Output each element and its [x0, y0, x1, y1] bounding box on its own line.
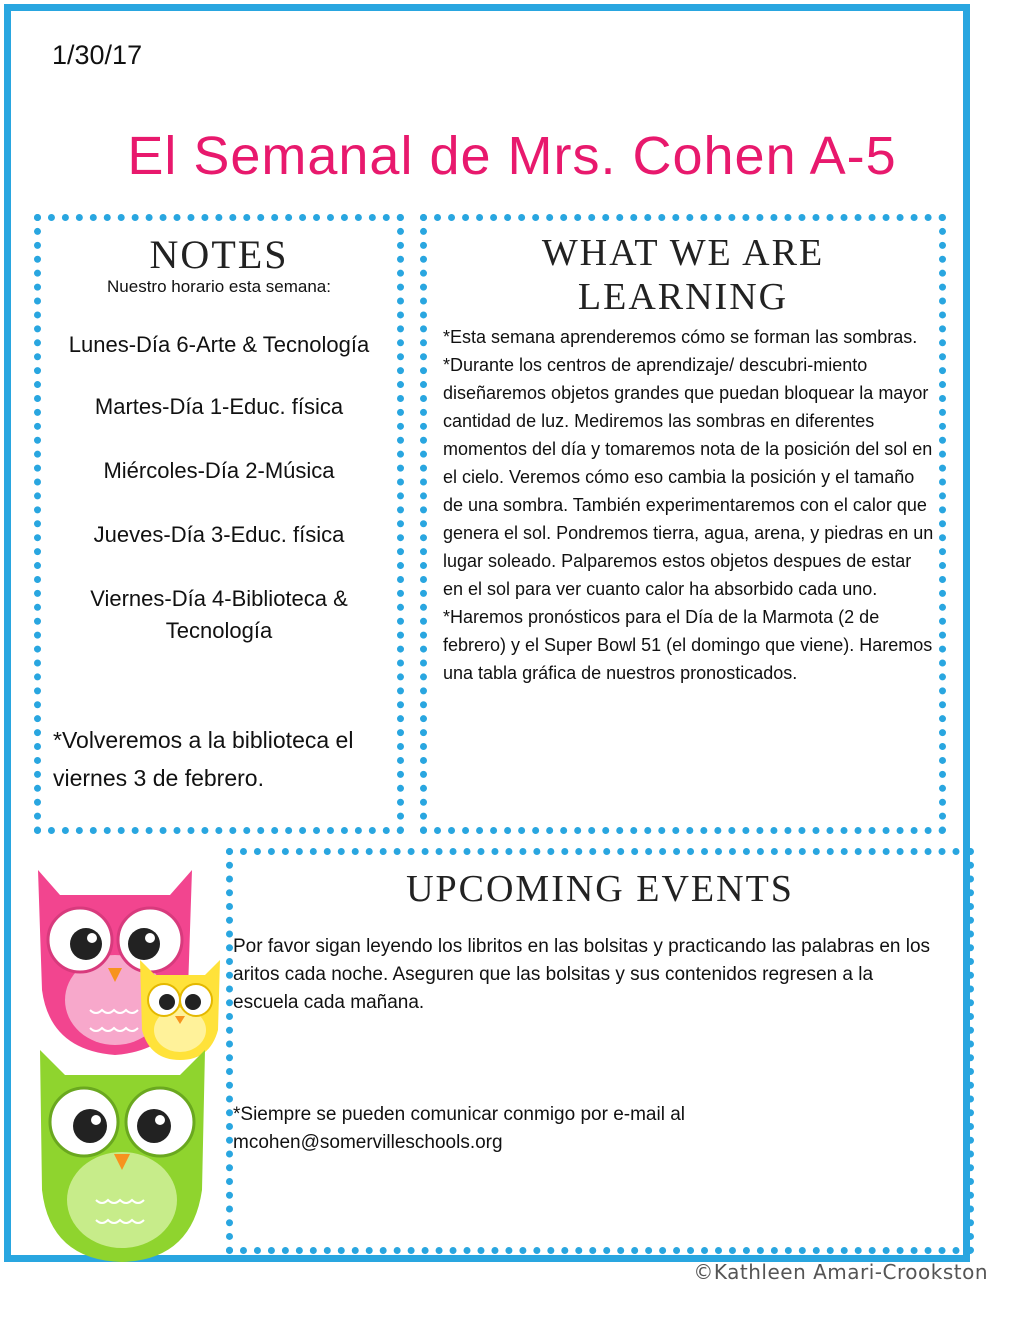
library-note: *Volveremos a la biblioteca el viernes 3 de febrero. [53, 727, 354, 791]
date-label: 1/30/17 [52, 40, 143, 70]
events-heading: UPCOMING EVENTS [406, 868, 794, 910]
notes-heading: NOTES [149, 232, 289, 277]
schedule-item: Jueves-Día 3-Educ. física [93, 522, 345, 547]
owls-illustration [20, 850, 250, 1270]
schedule-list [49, 329, 389, 677]
learning-paragraph: *Durante los centros de aprendizaje/ descubri-miento diseñaremos objetos grandes que puedan bloquear la mayor cantidad de luz. Mediremos las sombras en diferentes momentos del día y tomaremos nota de la posición del sol en el cielo. Veremos cómo eso cambia la posición y el tamaño de una sombra. También experimentaremos con el calor que genera el sol. Pondremos tierra, agua, arena, y piedras en un lugar soleado. Palparemos estos objetos despues de estar en el sol para ver cuanto calor ha absorbido cada uno. [443, 355, 934, 599]
owl-green-icon [40, 1050, 205, 1262]
page-title: El Semanal de Mrs. Cohen A-5 [127, 126, 897, 186]
events-section [226, 848, 974, 1254]
events-item: Por favor sigan leyendo los libritos en las bolsitas y practicando las palabras en los aritos cada noche. Aseguren que las bolsitas y sus contenidos regresen a la escuela cada mañana. [233, 936, 931, 1013]
schedule-item: Lunes-Día 6-Arte & Tecnología [68, 332, 370, 357]
learning-section [420, 214, 946, 834]
learning-heading [427, 231, 939, 319]
learning-paragraph: *Haremos pronósticos para el Día de la Marmota (2 de febrero) y el Super Bowl 51 (el domingo que viene). Haremos una tabla gráfica de nuestros pronosticados. [443, 607, 933, 683]
notes-intro: Nuestro horario esta semana: [107, 277, 331, 296]
learning-heading-line2: LEARNING [577, 276, 789, 318]
learning-paragraph: *Esta semana aprenderemos cómo se forman las sombras. [443, 327, 918, 347]
schedule-item: Martes-Día 1-Educ. física [94, 394, 344, 419]
events-item: *Siempre se pueden comunicar conmigo por e-mail al mcohen@somervilleschools.org [233, 1104, 686, 1153]
schedule-item: Viernes-Día 4-Biblioteca & Tecnología [90, 586, 348, 643]
notes-section [34, 214, 404, 834]
learning-heading-line1: WHAT WE ARE [541, 232, 825, 274]
owl-yellow-icon [140, 960, 220, 1060]
copyright-label: ©Kathleen Amari-Crookston [693, 1260, 988, 1284]
schedule-item: Miércoles-Día 2-Música [103, 458, 335, 483]
learning-text [443, 323, 935, 687]
